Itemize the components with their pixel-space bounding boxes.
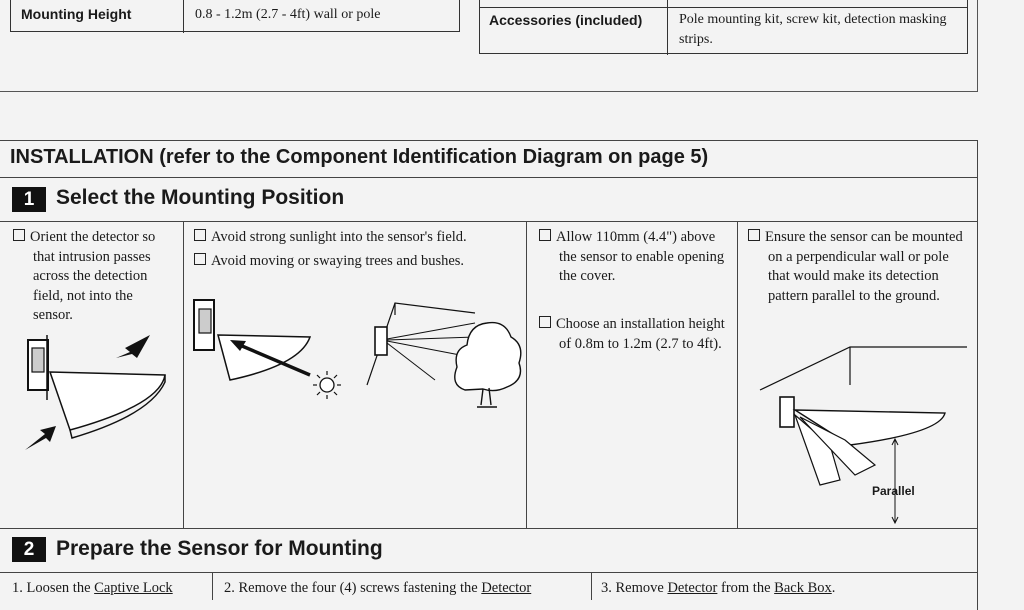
- step2-instruction-3: 3. Remove Detector from the Back Box.: [601, 580, 836, 596]
- back-box-term: Back Box: [774, 580, 832, 596]
- spec-table-left: [10, 0, 460, 32]
- col1-item1: Orient the detector so that intrusion passes across the detection field, not into the sensor.: [13, 228, 173, 326]
- col-divider: [212, 572, 213, 600]
- step2-title: Prepare the Sensor for Mounting: [56, 537, 383, 560]
- installation-heading: INSTALLATION (refer to the Component Identification Diagram on page 5): [10, 146, 709, 168]
- captive-lock-term: Captive Lock: [94, 580, 173, 596]
- checkbox-icon: [748, 229, 760, 241]
- step2-rule: [0, 572, 978, 573]
- col-divider: [591, 572, 592, 600]
- mounting-height-value: 0.8 - 1.2m (2.7 - 4ft) wall or pole: [195, 7, 381, 22]
- col-divider: [526, 221, 527, 529]
- spec-divider: [183, 0, 184, 33]
- orient-detector-illustration: [10, 330, 180, 460]
- col2-item1: Avoid strong sunlight into the sensor's field.: [194, 228, 524, 248]
- spec-row-divider: [480, 7, 967, 8]
- col-divider: [183, 221, 184, 529]
- step1-title: Select the Mounting Position: [56, 186, 345, 209]
- step2-instruction-2: 2. Remove the four (4) screws fastening the Detector: [224, 580, 532, 596]
- step1-rule: [0, 221, 978, 222]
- step2-rule-top: [0, 528, 978, 529]
- detector-term: Detector: [667, 580, 718, 596]
- parallel-illustration: [755, 345, 970, 525]
- col-divider: [737, 221, 738, 529]
- col2-item2: Avoid moving or swaying trees and bushes.: [194, 252, 524, 272]
- step2-instruction-1: 1. Loosen the Captive Lock: [12, 580, 173, 596]
- step1-number: 1: [12, 187, 46, 212]
- checkbox-icon: [13, 229, 25, 241]
- checkbox-icon: [194, 229, 206, 241]
- heading-rule: [0, 177, 978, 178]
- accessories-label: Accessories (included): [489, 12, 643, 28]
- col3-item1: Allow 110mm (4.4") above the sensor to enable opening the cover.: [539, 228, 729, 287]
- checkbox-icon: [539, 229, 551, 241]
- tree-illustration: [365, 295, 525, 410]
- col4-item1: Ensure the sensor can be mounted on a perpendicular wall or pole that would make its detection pattern parallel to the ground.: [748, 228, 970, 306]
- mounting-height-label: Mounting Height: [21, 6, 132, 22]
- sunlight-illustration: [190, 295, 350, 410]
- checkbox-icon: [539, 316, 551, 328]
- spec-table-right: [479, 0, 968, 54]
- accessories-value: Pole mounting kit, screw kit, detection masking strips.: [679, 12, 947, 47]
- col3-item2: Choose an installation height of 0.8m to 1.2m (2.7 to 4ft).: [539, 315, 729, 354]
- checkbox-icon: [194, 253, 206, 265]
- spec-divider: [667, 0, 668, 55]
- step2-number: 2: [12, 537, 46, 562]
- detector-term: Detector: [481, 580, 532, 596]
- parallel-label: Parallel: [872, 484, 915, 498]
